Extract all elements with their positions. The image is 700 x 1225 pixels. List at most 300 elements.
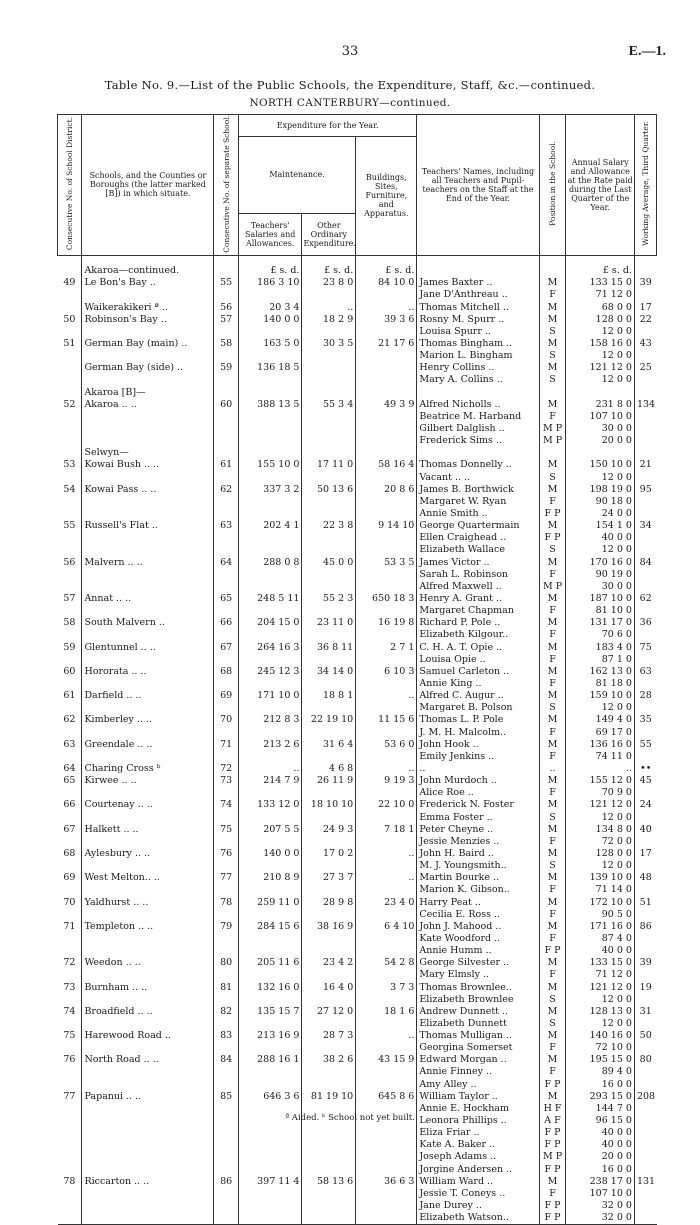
teachers-salary-cell: 163 5 0	[238, 338, 302, 350]
teacher-name-cell: James Baxter ..	[417, 277, 539, 289]
working-average-cell	[634, 447, 656, 459]
buildings-cost-cell: 16 19 8	[356, 617, 417, 629]
other-expenditure-cell	[302, 1200, 356, 1212]
annual-salary-cell: 90 18 0	[566, 496, 634, 508]
school-name-cell: Selwyn—	[82, 447, 214, 459]
annual-salary-cell: £ s. d.	[566, 265, 634, 277]
other-expenditure-cell	[302, 435, 356, 447]
table-row	[58, 338, 657, 350]
other-expenditure-cell: 50 13 6	[302, 484, 356, 496]
other-expenditure-cell: 27 3 7	[302, 872, 356, 884]
teacher-name-cell: Ellen Craighead ..	[417, 532, 539, 544]
other-expenditure-cell: 22 3 8	[302, 520, 356, 532]
school-name-cell	[82, 1042, 214, 1054]
teachers-salary-cell: 213 16 9	[238, 1030, 302, 1042]
annual-salary-cell: 12 0 0	[566, 374, 634, 386]
teacher-name-cell: Vacant .. ..	[417, 472, 539, 484]
school-name-cell	[82, 581, 214, 593]
teachers-salary-cell	[238, 1188, 302, 1200]
teacher-name-cell: Amy Alley ..	[417, 1079, 539, 1091]
table-row	[58, 1006, 657, 1018]
annual-salary-cell: 96 15 0	[566, 1115, 634, 1127]
teachers-salary-cell: 204 15 0	[238, 617, 302, 629]
annual-salary-cell: 12 0 0	[566, 544, 634, 556]
teacher-name-cell: William Taylor ..	[417, 1091, 539, 1103]
annual-salary-cell: 12 0 0	[566, 326, 634, 338]
table-row	[58, 605, 657, 617]
annual-salary-cell: 170 16 0	[566, 557, 634, 569]
working-average-cell	[634, 933, 656, 945]
school-no-cell	[214, 350, 238, 362]
teachers-salary-cell: 210 8 9	[238, 872, 302, 884]
other-expenditure-cell	[302, 1188, 356, 1200]
teacher-name-cell: Elizabeth Kilgour..	[417, 629, 539, 641]
working-average-cell: 22	[634, 314, 656, 326]
working-average-cell	[634, 1066, 656, 1078]
buildings-cost-cell: 6 10 3	[356, 666, 417, 678]
working-average-cell	[634, 702, 656, 714]
teachers-salary-cell: 140 0 0	[238, 848, 302, 860]
district-no-cell	[58, 1018, 82, 1030]
position-cell: S	[539, 326, 566, 338]
table-row	[58, 654, 657, 666]
annual-salary-cell: ..	[566, 763, 634, 775]
teachers-salary-cell: 207 5 5	[238, 824, 302, 836]
buildings-cost-cell	[356, 423, 417, 435]
teachers-salary-cell	[238, 423, 302, 435]
working-average-cell: 39	[634, 957, 656, 969]
table-row	[58, 836, 657, 848]
school-no-cell	[214, 423, 238, 435]
buildings-cost-cell: 650 18 3	[356, 593, 417, 605]
annual-salary-cell: 231 8 0	[566, 399, 634, 411]
other-expenditure-cell: 23 8 0	[302, 277, 356, 289]
position-cell: M	[539, 690, 566, 702]
annual-salary-cell: 12 0 0	[566, 812, 634, 824]
buildings-cost-cell	[356, 544, 417, 556]
annual-salary-cell: 90 19 0	[566, 569, 634, 581]
teacher-name-cell: Alfred Nicholls ..	[417, 399, 539, 411]
teacher-name-cell: Elizabeth Watson..	[417, 1212, 539, 1225]
buildings-cost-cell	[356, 1066, 417, 1078]
school-name-cell	[82, 727, 214, 739]
teachers-salary-cell	[238, 933, 302, 945]
teachers-salary-cell	[238, 812, 302, 824]
annual-salary-cell: 128 0 0	[566, 848, 634, 860]
other-expenditure-cell	[302, 994, 356, 1006]
district-no-cell	[58, 302, 82, 314]
annual-salary-cell: 162 13 0	[566, 666, 634, 678]
buildings-cost-cell: 20 8 6	[356, 484, 417, 496]
annual-salary-cell: 87 1 0	[566, 654, 634, 666]
buildings-cost-cell: 58 16 4	[356, 459, 417, 471]
working-average-cell	[634, 605, 656, 617]
district-no-cell	[58, 812, 82, 824]
teachers-salary-cell	[238, 945, 302, 957]
other-expenditure-cell	[302, 387, 356, 399]
other-expenditure-cell	[302, 933, 356, 945]
working-average-cell	[634, 836, 656, 848]
school-no-cell: 84	[214, 1054, 238, 1066]
working-average-cell	[634, 423, 656, 435]
annual-salary-cell: 89 4 0	[566, 1066, 634, 1078]
annual-salary-cell: 16 0 0	[566, 1164, 634, 1176]
other-expenditure-cell	[302, 362, 356, 374]
table-row	[58, 435, 657, 447]
position-cell: M	[539, 666, 566, 678]
buildings-cost-cell	[356, 933, 417, 945]
school-no-cell	[214, 435, 238, 447]
annual-salary-cell: 87 4 0	[566, 933, 634, 945]
teachers-salary-cell	[238, 1079, 302, 1091]
position-cell: F P	[539, 1127, 566, 1139]
district-no-cell	[58, 945, 82, 957]
school-name-cell	[82, 1188, 214, 1200]
school-name-cell: Glentunnel .. ..	[82, 642, 214, 654]
position-cell: F	[539, 654, 566, 666]
position-cell: F	[539, 751, 566, 763]
buildings-cost-cell	[356, 727, 417, 739]
position-cell: F	[539, 1042, 566, 1054]
table-row	[58, 423, 657, 435]
school-no-cell: 58	[214, 338, 238, 350]
position-cell: F P	[539, 1079, 566, 1091]
table-row	[58, 690, 657, 702]
district-no-cell	[58, 265, 82, 277]
district-no-cell: 59	[63, 641, 76, 653]
district-no-cell: 62	[63, 714, 76, 726]
teachers-salary-cell	[238, 544, 302, 556]
teacher-name-cell: Annie Humm ..	[417, 945, 539, 957]
other-expenditure-cell: 17 0 2	[302, 848, 356, 860]
working-average-cell	[634, 1042, 656, 1054]
school-no-cell: 65	[214, 593, 238, 605]
annual-salary-cell: 136 16 0	[566, 739, 634, 751]
table-row	[58, 1079, 657, 1091]
annual-salary-cell: 40 0 0	[566, 1127, 634, 1139]
working-average-cell	[634, 787, 656, 799]
position-cell: F	[539, 289, 566, 301]
other-expenditure-cell	[302, 969, 356, 981]
teacher-name-cell: Frederick N. Foster	[417, 799, 539, 811]
teacher-name-cell: C. H. A. T. Opie ..	[417, 642, 539, 654]
working-average-cell	[634, 751, 656, 763]
school-no-cell: 78	[214, 897, 238, 909]
buildings-cost-cell: 3 7 3	[356, 982, 417, 994]
district-no-cell	[58, 289, 82, 301]
annual-salary-cell: 171 16 0	[566, 921, 634, 933]
table-row	[58, 484, 657, 496]
table-row	[58, 496, 657, 508]
other-expenditure-cell: 31 6 4	[302, 739, 356, 751]
school-name-cell	[82, 909, 214, 921]
buildings-cost-cell	[356, 326, 417, 338]
position-cell: M	[539, 302, 566, 314]
teachers-salary-cell	[238, 884, 302, 896]
table-row	[58, 763, 657, 775]
teachers-salary-cell: 212 8 3	[238, 714, 302, 726]
school-name-cell	[82, 1151, 214, 1163]
teachers-salary-cell: 288 0 8	[238, 557, 302, 569]
position-cell: M	[539, 520, 566, 532]
teachers-salary-cell	[238, 1042, 302, 1054]
working-average-cell	[634, 654, 656, 666]
school-no-cell: 71	[214, 739, 238, 751]
teacher-name-cell: Mary Elmsly ..	[417, 969, 539, 981]
table-row	[58, 277, 657, 289]
buildings-cost-cell: ..	[356, 1030, 417, 1042]
district-no-cell: 57	[63, 593, 76, 604]
annual-salary-cell: 12 0 0	[566, 994, 634, 1006]
district-no-cell	[58, 472, 82, 484]
teacher-name-cell: Peter Cheyne ..	[417, 824, 539, 836]
working-average-cell: 21	[634, 459, 656, 471]
teacher-name-cell: Annie E. Hockham	[417, 1103, 539, 1115]
buildings-cost-cell: 53 3 5	[356, 557, 417, 569]
buildings-cost-cell	[356, 751, 417, 763]
district-no-cell: 71	[63, 920, 76, 932]
working-average-cell	[634, 387, 656, 399]
school-no-cell	[214, 836, 238, 848]
working-average-cell	[634, 350, 656, 362]
school-name-cell	[82, 1212, 214, 1225]
table-row	[58, 1176, 657, 1188]
position-cell: M	[539, 1006, 566, 1018]
table-row	[58, 569, 657, 581]
school-name-cell	[82, 1018, 214, 1030]
table-row	[58, 593, 657, 605]
buildings-cost-cell	[356, 472, 417, 484]
district-no-cell: 65	[63, 775, 76, 787]
position-cell: F	[539, 496, 566, 508]
district-no-cell: 54	[63, 483, 76, 495]
buildings-cost-cell: 7 18 1	[356, 824, 417, 836]
school-no-cell	[214, 702, 238, 714]
buildings-cost-cell	[356, 1127, 417, 1139]
teacher-name-cell: George Silvester ..	[417, 957, 539, 969]
table-row	[58, 1139, 657, 1151]
teacher-name-cell: Beatrice M. Harband	[417, 411, 539, 423]
buildings-cost-cell: ..	[356, 872, 417, 884]
teacher-name-cell: Louisa Spurr ..	[417, 326, 539, 338]
other-expenditure-cell: £ s. d.	[302, 265, 356, 277]
table-row	[58, 1018, 657, 1030]
school-no-cell	[214, 605, 238, 617]
table-row	[58, 302, 657, 314]
teacher-name-cell: Andrew Dunnett ..	[417, 1006, 539, 1018]
table-row	[58, 411, 657, 423]
position-cell: F	[539, 909, 566, 921]
school-name-cell: Le Bon's Bay ..	[82, 277, 214, 289]
position-cell: M	[539, 617, 566, 629]
school-name-cell	[82, 423, 214, 435]
annual-salary-cell: 69 17 0	[566, 727, 634, 739]
annual-salary-cell: 107 10 0	[566, 1188, 634, 1200]
school-name-cell	[82, 496, 214, 508]
teachers-salary-cell: 171 10 0	[238, 690, 302, 702]
buildings-cost-cell	[356, 909, 417, 921]
position-cell: F P	[539, 1212, 566, 1225]
school-name-cell	[82, 1164, 214, 1176]
teachers-salary-cell: 135 15 7	[238, 1006, 302, 1018]
district-no-cell: 55	[63, 520, 76, 532]
district-no-cell: 69	[63, 872, 76, 884]
teachers-salary-cell: 337 3 2	[238, 484, 302, 496]
teacher-name-cell: Emily Jenkins ..	[417, 751, 539, 763]
school-name-cell: Russell's Flat ..	[82, 520, 214, 532]
working-average-cell	[634, 435, 656, 447]
teacher-name-cell: J. M. H. Malcolm..	[417, 727, 539, 739]
other-expenditure-cell: 18 8 1	[302, 690, 356, 702]
buildings-cost-cell: 54 2 8	[356, 957, 417, 969]
position-cell: F	[539, 629, 566, 641]
position-cell: M	[539, 775, 566, 787]
position-cell: F P	[539, 945, 566, 957]
teacher-name-cell: Cecilia E. Ross ..	[417, 909, 539, 921]
other-expenditure-cell	[302, 1042, 356, 1054]
annual-salary-cell: 32 0 0	[566, 1212, 634, 1225]
teacher-name-cell: Elizabeth Brownlee	[417, 994, 539, 1006]
school-no-cell	[214, 787, 238, 799]
district-no-cell	[58, 969, 82, 981]
teacher-name-cell: Margaret Chapman	[417, 605, 539, 617]
position-cell	[539, 447, 566, 459]
annual-salary-cell	[566, 447, 634, 459]
working-average-cell: 134	[634, 399, 656, 411]
table-row	[58, 799, 657, 811]
district-no-cell	[58, 933, 82, 945]
teacher-name-cell: Leonora Phillips ..	[417, 1115, 539, 1127]
table-row	[58, 1200, 657, 1212]
teachers-salary-cell	[238, 1164, 302, 1176]
position-cell: M	[539, 1176, 566, 1188]
teacher-name-cell: Emma Foster ..	[417, 812, 539, 824]
school-no-cell: 80	[214, 957, 238, 969]
school-name-cell: Kimberley .. ..	[82, 714, 214, 726]
teacher-name-cell: Annie Smith ..	[417, 508, 539, 520]
annual-salary-cell: 144 7 0	[566, 1103, 634, 1115]
teachers-salary-cell	[238, 532, 302, 544]
annual-salary-cell: 12 0 0	[566, 702, 634, 714]
buildings-cost-cell: 6 4 10	[356, 921, 417, 933]
teachers-salary-cell	[238, 629, 302, 641]
position-cell: M	[539, 872, 566, 884]
annual-salary-cell: 40 0 0	[566, 532, 634, 544]
school-name-cell: North Road .. ..	[82, 1054, 214, 1066]
buildings-cost-cell	[356, 362, 417, 374]
buildings-cost-cell	[356, 836, 417, 848]
position-cell: S	[539, 812, 566, 824]
teacher-name-cell: Thomas Brownlee..	[417, 982, 539, 994]
position-cell: S	[539, 994, 566, 1006]
table-row	[58, 727, 657, 739]
teacher-name-cell: James Victor ..	[417, 557, 539, 569]
school-name-cell: South Malvern ..	[82, 617, 214, 629]
teachers-salary-cell	[238, 1018, 302, 1030]
position-cell: A F	[539, 1115, 566, 1127]
school-name-cell: Courtenay .. ..	[82, 799, 214, 811]
school-name-cell: Yaldhurst .. ..	[82, 897, 214, 909]
position-cell: M	[539, 314, 566, 326]
district-no-cell: 73	[63, 981, 76, 993]
school-no-cell	[214, 289, 238, 301]
teachers-salary-cell: 245 12 3	[238, 666, 302, 678]
teachers-salary-cell: 205 11 6	[238, 957, 302, 969]
school-name-cell	[82, 411, 214, 423]
position-cell: F P	[539, 1164, 566, 1176]
district-no-cell	[58, 884, 82, 896]
working-average-cell	[634, 1200, 656, 1212]
teacher-name-cell: Harry Peat ..	[417, 897, 539, 909]
working-average-cell	[634, 532, 656, 544]
table-row	[58, 459, 657, 471]
table-row	[58, 678, 657, 690]
district-no-cell	[58, 787, 82, 799]
table-row	[58, 775, 657, 787]
working-average-cell: 31	[634, 1006, 656, 1018]
other-expenditure-cell	[302, 945, 356, 957]
annual-salary-cell: 12 0 0	[566, 350, 634, 362]
other-expenditure-cell	[302, 1079, 356, 1091]
position-cell: S	[539, 472, 566, 484]
school-no-cell: 83	[214, 1030, 238, 1042]
school-no-cell	[214, 411, 238, 423]
teacher-name-cell: Thomas L. P. Pole	[417, 714, 539, 726]
teachers-salary-cell	[238, 411, 302, 423]
table-row	[58, 326, 657, 338]
other-expenditure-cell: 18 2 9	[302, 314, 356, 326]
district-no-cell	[58, 1139, 82, 1151]
school-no-cell: 64	[214, 557, 238, 569]
school-no-cell	[214, 544, 238, 556]
teachers-salary-cell: 214 7 9	[238, 775, 302, 787]
district-no-cell	[58, 1066, 82, 1078]
school-name-cell: Papanui .. ..	[82, 1091, 214, 1103]
other-expenditure-cell	[302, 1018, 356, 1030]
teacher-name-cell: James B. Borthwick	[417, 484, 539, 496]
annual-salary-cell: 133 15 0	[566, 277, 634, 289]
district-no-cell	[58, 435, 82, 447]
district-no-cell	[58, 1127, 82, 1139]
school-no-cell	[214, 387, 238, 399]
teacher-name-cell: Henry A. Grant ..	[417, 593, 539, 605]
district-no-cell	[58, 1188, 82, 1200]
buildings-cost-cell: 49 3 9	[356, 399, 417, 411]
district-no-cell: 67	[63, 823, 76, 835]
teacher-name-cell: Henry Collins ..	[417, 362, 539, 374]
position-cell: M	[539, 459, 566, 471]
table-row	[58, 884, 657, 896]
table-row	[58, 1042, 657, 1054]
buildings-cost-cell	[356, 812, 417, 824]
teacher-name-cell: Richard P. Pole ..	[417, 617, 539, 629]
position-cell: F	[539, 411, 566, 423]
teachers-salary-cell	[238, 702, 302, 714]
teacher-name-cell: Mary A. Collins ..	[417, 374, 539, 386]
district-no-cell: 56	[63, 556, 76, 568]
other-expenditure-cell	[302, 812, 356, 824]
teachers-salary-cell: 213 2 6	[238, 739, 302, 751]
working-average-cell	[634, 411, 656, 423]
school-name-cell: Kowai Pass .. ..	[82, 484, 214, 496]
teachers-salary-cell: 20 3 4	[238, 302, 302, 314]
annual-salary-cell: 68 0 0	[566, 302, 634, 314]
teachers-salary-cell	[238, 472, 302, 484]
buildings-cost-cell	[356, 435, 417, 447]
annual-salary-cell: 195 15 0	[566, 1054, 634, 1066]
school-name-cell: West Melton.. ..	[82, 872, 214, 884]
school-no-cell	[214, 969, 238, 981]
